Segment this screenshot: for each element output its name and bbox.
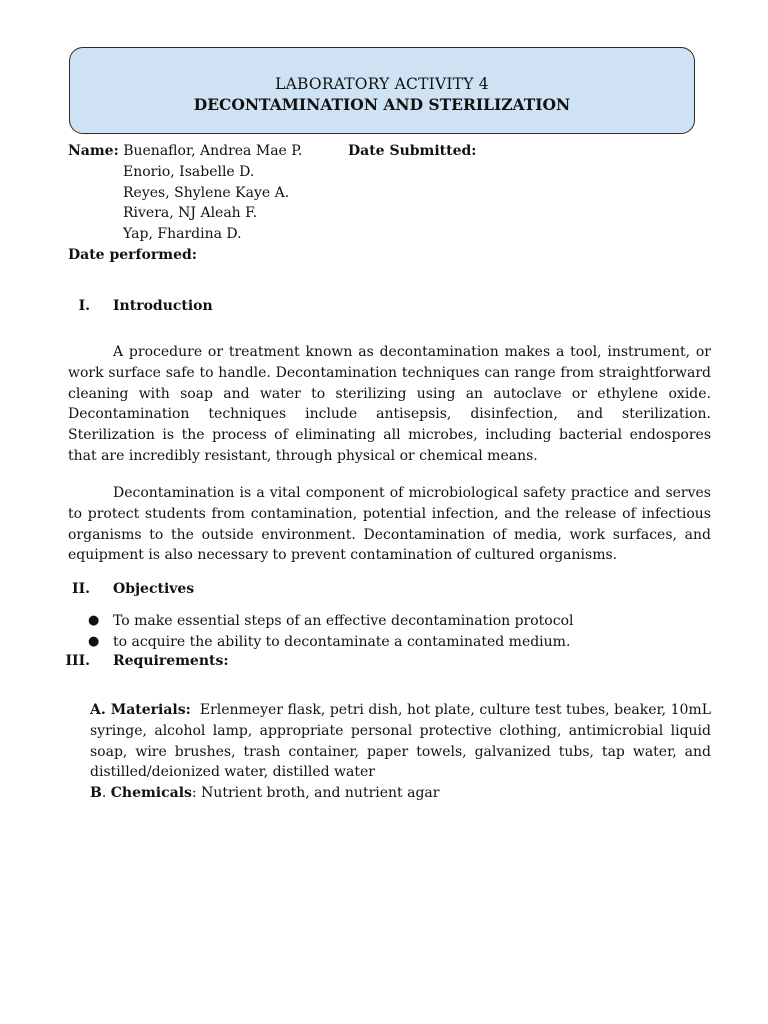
member-name: Enorio, Isabelle D. [123,163,255,180]
chemicals-text: : Nutrient broth, and nutrient agar [191,785,440,801]
group-members [68,141,302,245]
materials-paragraph [90,700,711,783]
section-title-requirements: Requirements: [113,653,229,669]
bullet-icon: ● [88,633,100,649]
name-label: Name: [68,143,119,159]
member-name: Rivera, NJ Aleah F. [123,205,258,222]
objectives-list [88,611,573,653]
section-number: III. [65,653,90,669]
member-name: Reyes, Shylene Kaye A. [123,184,290,201]
chemicals-paragraph: B. Chemicals: Nutrient broth, and nutrient agar [90,785,440,801]
introduction-paragraph-2 [68,483,711,566]
list-item [88,611,573,632]
activity-number: LABORATORY ACTIVITY 4 [275,75,489,93]
bullet-icon: ● [88,613,100,628]
chemicals-label: Chemicals [110,785,192,801]
member-name: Buenaflor, Andrea Mae P. [123,143,303,159]
section-number: II. [72,581,90,597]
title-box [69,47,695,134]
section-number: I. [78,298,90,314]
section-title-objectives: Objectives [113,581,195,597]
section-title-introduction: Introduction [113,298,213,314]
paragraph-text: Decontamination is a vital component of microbiological safety practice and serves to protect students from contamination, potential infection, and the release of infectious organisms to the outside environment. Decontamination of media, work surfaces, and equipment is also necessary to prevent contamination of cultured organisms. [68,485,711,564]
list-item-text: to acquire the ability to decontaminate a contaminated medium. [113,633,571,650]
materials-label: A. Materials: [90,702,191,718]
date-performed-label: Date performed: [68,247,197,263]
activity-title: DECONTAMINATION AND STERILIZATION [193,95,571,114]
materials-text: Erlenmeyer flask, petri dish, hot plate, culture test tubes, beaker, 10mL syringe, alcohol lamp, appropriate personal protective clothing, antimicrobial liquid soap, wire brushes, trash container, paper towels, galvanized tubs, tap water, and distilled/deionized water, distilled water [90,702,711,781]
paragraph-text: A procedure or treatment known as decontamination makes a tool, instrument, or work surface safe to handle. Decontamination techniques can range from straightforward cleaning with soap and water to sterilizing using an autoclave or ethylene oxide. Decontamination techniques include antisepsis, disinfection, and sterilization. Sterilization is the process of eliminating all microbes, including bacterial endospores that are incredibly resistant, through physical or chemical means. [68,344,711,464]
member-name: Yap, Fhardina D. [123,226,242,243]
introduction-paragraph-1 [68,342,711,467]
chemicals-prefix: B [90,785,102,801]
list-item-text: To make essential steps of an effective decontamination protocol [113,613,574,629]
date-submitted-label: Date Submitted: [348,143,477,159]
list-item [88,632,573,653]
